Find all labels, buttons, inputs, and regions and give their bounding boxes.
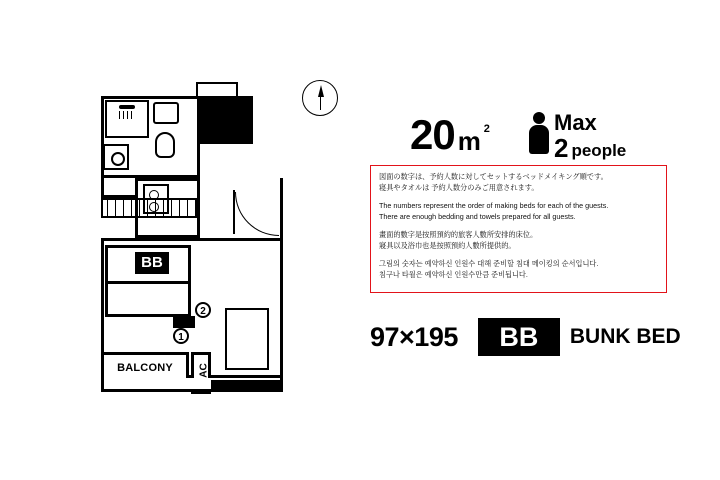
note-en-line-2: There are enough bedding and towels prepared for all guests. xyxy=(379,211,576,221)
corridor-wall xyxy=(280,178,283,238)
bedding-note-box xyxy=(370,165,667,293)
hall-wall xyxy=(101,178,135,198)
furniture-block xyxy=(173,316,195,328)
area-unit xyxy=(457,123,490,156)
person-body xyxy=(529,125,549,154)
washing-machine-icon xyxy=(103,144,129,170)
bed-size-value: 97×195 xyxy=(370,322,458,352)
max-occupancy xyxy=(554,133,627,163)
note-ja-line-2: 寝具やタオルは 予約人数分のみご用意されます。 xyxy=(379,182,539,192)
bed-divider xyxy=(105,281,191,284)
note-ja-line-1: 図面の数字は、予約人数に対してセットするベッドメイキング順です。 xyxy=(379,172,608,181)
note-ko-line-1: 그림의 숫자는 예약하신 인원수 대해 준비할 침대 메이킹의 순서입니다. xyxy=(379,259,599,268)
max-label: Max xyxy=(554,110,597,135)
bed-order-2: 2 xyxy=(195,302,211,318)
area-unit-letter: m xyxy=(457,126,481,156)
table-furniture xyxy=(225,308,269,370)
shower-head-icon xyxy=(119,105,135,109)
note-ko-line-2: 침구나 타월은 예약하신 인원수만큼 준비됩니다. xyxy=(379,269,528,279)
compass-north-icon xyxy=(302,80,338,116)
person-icon xyxy=(528,112,550,154)
bunk-bed-legend-label: BUNK BED xyxy=(569,325,681,348)
area-value: 20 xyxy=(410,111,455,158)
note-zh-line-1: 畫面的數字是按照預約的旅客人數所安排的床位。 xyxy=(379,230,538,239)
room-door-swing xyxy=(235,192,279,236)
sink-fixture xyxy=(153,102,179,124)
balcony-area: BALCONY xyxy=(101,352,189,382)
ac-label: AC xyxy=(198,363,210,378)
shower-spray-icon xyxy=(119,111,135,121)
bunk-bed-legend-badge: BB xyxy=(478,318,560,356)
people-count: 2 xyxy=(554,133,569,163)
bed-legend xyxy=(370,318,681,356)
compass-tail xyxy=(320,96,321,110)
toilet-fixture xyxy=(155,132,175,158)
people-word: people xyxy=(571,141,627,160)
bunk-bed-badge: BB xyxy=(135,252,169,274)
floor-plan xyxy=(95,80,295,405)
outer-wall-fill xyxy=(211,380,281,390)
note-zh-line-2: 寢具以及浴巾也是按照預約人數所提供的。 xyxy=(379,240,516,250)
area-unit-superscript: 2 xyxy=(483,123,490,135)
closet-area xyxy=(101,198,197,218)
note-en-line-1: The numbers represent the order of making beds for each of the guests. xyxy=(379,201,609,210)
person-head xyxy=(533,112,545,124)
entrance-area xyxy=(200,96,253,144)
bed-order-1: 1 xyxy=(173,328,189,344)
area-summary xyxy=(410,110,490,158)
